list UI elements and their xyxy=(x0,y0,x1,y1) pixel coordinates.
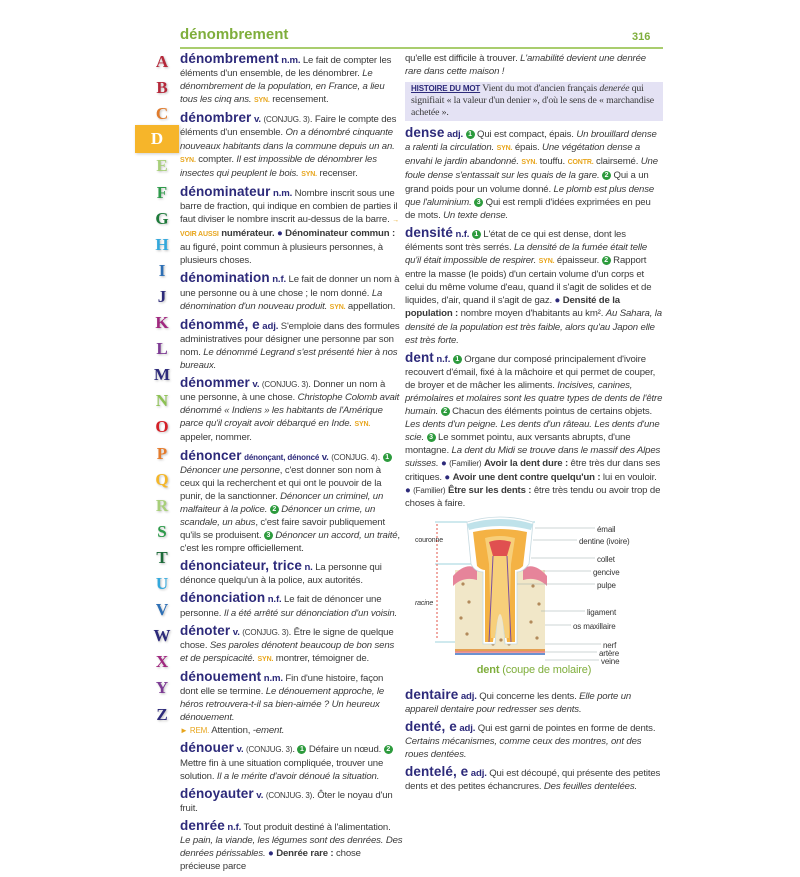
example: Le dénommé Legrand s'est présenté hier à nos bureaux. xyxy=(180,346,398,371)
alphabet-tab-a[interactable]: A xyxy=(155,52,169,71)
syn-label: SYN. xyxy=(253,97,270,105)
see-also-link[interactable]: numérateur. xyxy=(218,228,275,240)
headword: dénomination xyxy=(180,270,270,286)
sense-number-icon: 1 xyxy=(466,130,475,139)
alphabet-tab-w[interactable]: W xyxy=(153,626,171,646)
definition: S'emploie dans des formules administratives pour désigner une personne par son nom. xyxy=(180,320,400,358)
example: Elle porte un appareil dentaire pour redresser ses dents. xyxy=(405,690,632,715)
example: Christophe Colomb avait dénommé « Indiens » les habitants de l'Amérique parce qu'il croyait avoir débarqué en Inde. xyxy=(180,392,400,430)
entry-dentaire xyxy=(405,688,663,716)
antonym: clairsemé. xyxy=(593,156,641,168)
alphabet-tab-j[interactable]: J xyxy=(157,286,167,306)
alphabet-tab-i[interactable]: I xyxy=(158,260,166,280)
definition: Défaire un nœud. xyxy=(306,744,384,756)
bullet-icon: ● xyxy=(277,228,283,240)
conjugation: (CONJUG. 3) xyxy=(242,627,289,637)
alphabet-tab-z[interactable]: Z xyxy=(156,704,168,724)
entry-denombrement xyxy=(180,52,403,107)
see-also-label: → VOIR AUSSI xyxy=(180,217,399,239)
headword: dent xyxy=(405,349,434,365)
register-label: (Familier) xyxy=(449,459,482,469)
definition: , c'est donner son nom à ceux qui la recherchent et qui ont le pouvoir de la punir, de la sanctionner. xyxy=(180,464,382,502)
definition: , c'est les rompre officiellement. xyxy=(180,530,400,555)
definition: , c'est faire savoir publiquement qu'ils se produisent. xyxy=(180,517,385,542)
label-couronne: couronne xyxy=(415,536,443,544)
alphabet-tab-d[interactable]: D xyxy=(135,125,179,153)
headword: dénouement xyxy=(180,668,262,684)
definition: Chacun des éléments pointus de certains objets. xyxy=(449,406,652,418)
headword: dénominateur xyxy=(180,183,271,199)
left-column xyxy=(180,52,403,877)
expression: Densité de la population : xyxy=(405,295,620,320)
synonym: compter. xyxy=(195,153,237,165)
grammar: adj. xyxy=(459,723,476,734)
bullet-icon: ● xyxy=(440,458,447,470)
definition: qu'elle est difficile à trouver. xyxy=(405,53,521,64)
definition: Tout produit destiné à l'alimentation. xyxy=(241,821,391,833)
grammar: n.m. xyxy=(272,187,293,199)
definition: Qui est rempli d'idées exprimées en peu de mots. xyxy=(405,196,651,221)
entry-denominateur xyxy=(180,185,403,268)
synonym: appellation. xyxy=(345,300,396,312)
alphabet-tab-p[interactable]: P xyxy=(156,443,168,463)
expression-definition: chose précieuse parce xyxy=(180,848,361,873)
grammar: n.f. xyxy=(436,353,451,365)
headword: denrée xyxy=(180,817,225,833)
alphabet-tab-t[interactable]: T xyxy=(156,547,168,567)
label-os-maxillaire: os maxillaire xyxy=(573,621,616,631)
alphabet-tab-g[interactable]: G xyxy=(155,208,169,228)
entry-denouer: dénouer v. (CONJUG. 3). 1 Défaire un nœud. 2 Mettre fin à une situation compliquée, trouver une solution. Il a le mérite d'avoir dénoué la situation. xyxy=(180,741,403,782)
example: La dent du Midi se trouve dans le massif des Alpes suisses. xyxy=(405,445,661,470)
grammar: v. xyxy=(236,744,244,756)
bullet-icon: ● xyxy=(405,484,411,496)
definition: Nombre inscrit sous une barre de fraction, qui indique en combien de parties il faut diviser le nombre inscrit au-dessus de la barre. xyxy=(180,187,398,226)
entry-denouement xyxy=(180,670,403,737)
register-label: (Familier) xyxy=(413,485,446,495)
definition: Qui est garni de pointes en forme de dents. xyxy=(475,723,656,734)
alphabet-tab-r[interactable]: R xyxy=(155,495,169,515)
sense-number-icon: 1 xyxy=(453,355,462,364)
word-history-label: HISTOIRE DU MOT xyxy=(411,84,481,94)
example: Une végétation dense a envahi le jardin abandonné. xyxy=(405,142,641,168)
entry-denombrer xyxy=(180,111,403,180)
definition: La personne qui dénonce quelqu'un à la police, aux autorités. xyxy=(180,562,382,587)
label-dentine: dentine (ivoire) xyxy=(579,536,630,546)
grammar: v. xyxy=(256,789,264,801)
grammar: adj. xyxy=(470,768,487,780)
sense-number-icon: 2 xyxy=(602,256,611,265)
example: Au Sahara, la densité de la population est très faible, alors qu'au Japon elle est très forte. xyxy=(405,308,662,346)
tooth-illustration xyxy=(405,514,663,682)
sense-number-icon: 1 xyxy=(297,745,306,754)
grammar: n.f. xyxy=(455,228,470,240)
expression-definition: lui en vouloir. xyxy=(600,471,657,483)
syn-label: SYN. xyxy=(180,156,196,164)
bullet-icon: ● xyxy=(268,848,274,860)
entry-denomination xyxy=(180,271,403,313)
example: Le dénombrement de la population, en France, a lieu tous les cinq ans. xyxy=(180,68,385,106)
expression-definition: être très tendu ou avoir trop de choses à faire. xyxy=(405,484,661,509)
alphabet-tab-b[interactable]: B xyxy=(156,78,168,98)
definition: . Faire le compte des éléments d'un ensemble. xyxy=(180,114,397,139)
headword: dénonciation xyxy=(180,590,266,606)
alphabet-tab-h[interactable]: H xyxy=(155,234,169,254)
page-number: 316 xyxy=(632,31,651,43)
expression: Avoir la dent dure : xyxy=(483,458,569,470)
headword: denté, e xyxy=(405,719,457,734)
grammar: n.f. xyxy=(267,594,282,606)
example: La dénomination d'un nouveau produit. xyxy=(180,287,383,312)
caption-word: dent xyxy=(476,663,500,676)
conjugation: (CONJUG. 3) xyxy=(246,745,293,755)
grammar: n.f. xyxy=(227,821,242,833)
definition: Le fait de dénoncer une personne. xyxy=(180,594,382,619)
alphabet-tab-n[interactable]: N xyxy=(155,391,169,411)
alphabet-tab-v[interactable]: V xyxy=(155,600,169,620)
synonym: épais. xyxy=(512,142,543,154)
label-pulpe: pulpe xyxy=(597,580,616,590)
expression: Denrée rare : xyxy=(276,848,334,860)
definition: . Être le signe de quelque chose. xyxy=(180,626,394,651)
grammar: adj. xyxy=(447,129,463,141)
figure-caption xyxy=(405,664,663,677)
sense-number-icon: 1 xyxy=(383,453,392,462)
example: Il est impossible de dénombrer les insectes qui peuplent le bois. xyxy=(180,153,377,179)
remark-label: ► REM. xyxy=(180,726,210,736)
headword: dénombrement xyxy=(180,51,279,66)
syn-label: SYN. xyxy=(301,170,317,178)
syn-label: SYN. xyxy=(354,421,371,429)
syn-label: SYN. xyxy=(257,655,274,663)
definition: . Ôter le noyau d'un fruit. xyxy=(180,789,393,814)
sense-number-icon: 1 xyxy=(472,230,481,239)
entry-dentele xyxy=(405,765,663,793)
example: Incisives, canines, prémolaires et molaires sont les quatre types de dents de l'être humain. xyxy=(405,379,663,418)
example: Des feuilles dentelées. xyxy=(543,781,637,793)
alphabet-tab-l[interactable]: L xyxy=(156,339,168,359)
headword: dénoyauter xyxy=(180,785,254,801)
word-history-text: qui signifiait « la valeur d'un denier », d'où le sens de « marchandise achetée ». xyxy=(411,83,654,119)
headword: dentaire xyxy=(405,686,459,702)
headword: dénonciateur, trice xyxy=(180,558,302,574)
sense-number-icon: 3 xyxy=(427,433,436,442)
grammar: n.m. xyxy=(281,55,301,66)
entry-dente xyxy=(405,720,663,761)
grammar: n.m. xyxy=(263,672,283,684)
grammar: adj. xyxy=(460,690,477,702)
guide-word: dénombrement xyxy=(180,26,289,43)
label-gencive: gencive xyxy=(593,567,620,577)
definition: Qui a un grand poids pour un volume donné. xyxy=(405,170,649,195)
word-history-example: denerée xyxy=(599,83,630,95)
definition: . Donner un nom à une personne, à une chose. xyxy=(180,379,386,404)
headword: dentelé, e xyxy=(405,764,469,780)
caption-text: (coupe de molaire) xyxy=(499,663,592,676)
entry-denoncer: dénoncer dénonçant, dénoncé v. (CONJUG. 4). 1 Dénoncer une personne, c'est donner son nom à ceux qui la recherchent et qui ont le pouvoir de la punir, de la sanctionner. Dénoncer un criminel, un malfaiteur à la police. 2 Dénoncer un crime, un scandale, un abus, c'est faire savoir publiquement qu'ils se produisent. 3 Dénoncer un accord, un traité, c'est les rompre officiellement. xyxy=(180,447,400,555)
expression: Avoir une dent contre quelqu'un : xyxy=(452,471,601,483)
conjugation: (CONJUG. 3) xyxy=(265,790,313,800)
entry-denree xyxy=(180,819,403,873)
alphabet-tab-e[interactable]: E xyxy=(156,156,168,176)
entry-denoyauter xyxy=(180,787,403,815)
example: Certains mécanismes, comme ceux des montres, ont des roues dentées. xyxy=(405,736,642,761)
alphabet-tab-f[interactable]: F xyxy=(156,182,168,202)
grammar: v. xyxy=(232,626,240,638)
grammar: v. xyxy=(321,451,329,463)
entry-dense xyxy=(405,126,663,222)
entry-denonciation xyxy=(180,591,403,619)
sense-number-icon: 2 xyxy=(602,171,611,180)
example: Une foule dense s'entassait sur les quais de la gare. xyxy=(405,156,658,182)
definition: Le fait de compter les éléments d'un ensemble, de les dénombrer. xyxy=(180,55,392,80)
example: Le pain, la viande, les légumes sont des denrées. Des denrées périssables. xyxy=(180,834,403,860)
definition: Qui est découpé, qui présente des petites dents et des petites échancrures. xyxy=(405,768,661,793)
headword: dénoncer xyxy=(180,447,242,463)
alphabet-tab-m[interactable]: M xyxy=(153,365,171,385)
definition: Qui est compact, épais. xyxy=(474,129,577,141)
label-racine: racine xyxy=(415,599,434,607)
sense-number-icon: 3 xyxy=(474,198,483,207)
syn-label: SYN. xyxy=(521,159,538,167)
definition: L'état de ce qui est dense, dont les éléments sont très serrés. xyxy=(405,228,626,253)
expression: Dénominateur commun : xyxy=(285,228,396,240)
example: Dénoncer un accord, un traité xyxy=(275,530,398,542)
label-collet: collet xyxy=(597,554,615,564)
entry-densite xyxy=(405,226,663,347)
synonym: appeler, nommer. xyxy=(180,432,252,444)
expression: Être sur les dents : xyxy=(447,484,532,496)
example: On a dénombré cinquante nouveaux habitants dans la commune depuis un an. xyxy=(180,127,395,152)
headword: dénoter xyxy=(180,622,231,638)
sense-number-icon: 2 xyxy=(384,745,393,754)
alphabet-tab-k[interactable]: K xyxy=(155,313,169,332)
example: Il a été arrêté sur dénonciation d'un voisin. xyxy=(223,607,398,619)
definition: Qui concerne les dents. xyxy=(476,690,580,702)
example: L'amabilité devient une denrée rare dans cette maison ! xyxy=(405,53,646,78)
remark-example: -ement. xyxy=(252,725,285,737)
syn-label: SYN. xyxy=(329,303,346,311)
entry-denree-continued xyxy=(405,52,663,78)
conjugation: (CONJUG. 3) xyxy=(261,380,309,390)
bullet-icon: ● xyxy=(444,471,451,483)
example: Il a le mérite d'avoir dénoué la situation. xyxy=(216,770,380,782)
synonym: recensement. xyxy=(269,94,329,106)
example: Ses paroles dénotent beaucoup de bon sens et de perspicacité. xyxy=(180,639,395,664)
label-email: émail xyxy=(597,524,616,534)
entry-denoter xyxy=(180,624,403,666)
grammar: v. xyxy=(253,114,261,126)
conjugation: (CONJUG. 3) xyxy=(263,115,310,125)
synonym: recenser. xyxy=(316,167,358,179)
example: La densité de la fumée était telle qu'il était impossible de respirer. xyxy=(405,241,648,267)
definition: Le sommet pointu, aux versants abrupts, d'une montagne. xyxy=(405,432,631,457)
grammar: adj. xyxy=(262,320,279,332)
definition: Fin d'une histoire, façon dont elle se termine. xyxy=(180,672,384,698)
alphabet-tab-s[interactable]: S xyxy=(157,521,167,541)
contr-label: CONTR. xyxy=(567,159,594,167)
headword: dense xyxy=(405,125,445,141)
syn-label: SYN. xyxy=(496,145,513,153)
headword: dénombrer xyxy=(180,110,252,126)
expression-definition: nombre moyen d'habitants au km². xyxy=(458,308,606,320)
headword: densité xyxy=(405,224,453,240)
word-history-text: Vient du mot d'ancien français xyxy=(480,83,600,95)
alphabet-tab-o[interactable]: O xyxy=(155,417,169,437)
conjugation: (CONJUG. 4) xyxy=(331,452,378,462)
header-rule xyxy=(180,47,663,49)
definition: Mettre fin à une situation compliquée, trouver une solution. xyxy=(180,757,384,782)
forms: dénonçant, dénoncé xyxy=(244,452,320,462)
right-column xyxy=(405,52,663,797)
definition: Rapport entre la masse (le poids) d'un certain volume d'un corps et celui du même volume d'eau, quand il s'agit de solides et de liquides, d'air, quand il s'agit de gaz. xyxy=(405,255,652,307)
grammar: n.f. xyxy=(272,274,287,286)
label-nerf: nerf xyxy=(603,640,617,650)
word-history-box xyxy=(405,82,663,121)
entry-dent xyxy=(405,351,663,510)
definition: Organe dur composé principalement d'ivoire recouvert d'émail, fixé à la mâchoire et qui permet de couper, de broyer et de mâcher les aliments. xyxy=(405,353,656,391)
label-ligament: ligament xyxy=(587,607,617,617)
expression-definition: au figuré, point commun à plusieurs personnes, à plusieurs choses. xyxy=(180,242,383,267)
example: Les dents d'un peigne. Les dents d'un râteau. Les dents d'une scie. xyxy=(405,419,660,444)
example: Dénoncer un crime, un scandale, un abus xyxy=(180,503,376,528)
headword: dénommé, e xyxy=(180,316,260,332)
sense-number-icon: 2 xyxy=(441,407,450,416)
example: Le dénouement approche, le héros retrouvera-t-il sa bien-aimée ? Un heureux dénouement. xyxy=(180,686,385,724)
definition: Le fait de donner un nom à une personne ou à une chose ; le nom donné. xyxy=(180,274,400,299)
alphabet-tab-x[interactable]: X xyxy=(155,652,169,672)
alphabet-tab-q[interactable]: Q xyxy=(155,469,169,489)
example: Le plomb est plus dense que l'aluminium. xyxy=(405,183,655,208)
example: Un texte dense. xyxy=(443,209,509,221)
label-artere: artère xyxy=(599,648,619,658)
example: Dénoncer une personne xyxy=(180,464,280,476)
sense-number-icon: 2 xyxy=(270,505,279,514)
label-veine: veine xyxy=(601,656,620,666)
entry-denomme xyxy=(180,318,403,372)
example: Un brouillard dense a ralenti la circulation. xyxy=(405,129,657,154)
grammar: n. xyxy=(304,562,313,574)
entry-denommer xyxy=(180,376,403,444)
synonym: montrer, témoigner de. xyxy=(273,652,370,664)
headword: dénouer xyxy=(180,740,234,756)
sense-number-icon: 3 xyxy=(264,531,273,540)
grammar: v. xyxy=(252,379,260,391)
expression-definition: être très dur dans ses critiques. xyxy=(405,458,661,483)
syn-label: SYN. xyxy=(538,258,555,266)
remark: Attention, xyxy=(209,725,253,737)
headword: dénommer xyxy=(180,375,250,391)
alphabet-tab-y[interactable]: Y xyxy=(155,678,169,698)
entry-denonciateur xyxy=(180,559,403,587)
bullet-icon: ● xyxy=(554,295,561,307)
alphabet-tab-c[interactable]: C xyxy=(155,104,169,124)
alphabet-tab-u[interactable]: U xyxy=(155,574,169,593)
synonym: touffu. xyxy=(537,156,568,168)
synonym: épaisseur. xyxy=(554,255,600,267)
example: Dénoncer un criminel, un malfaiteur à la police. xyxy=(180,490,384,515)
